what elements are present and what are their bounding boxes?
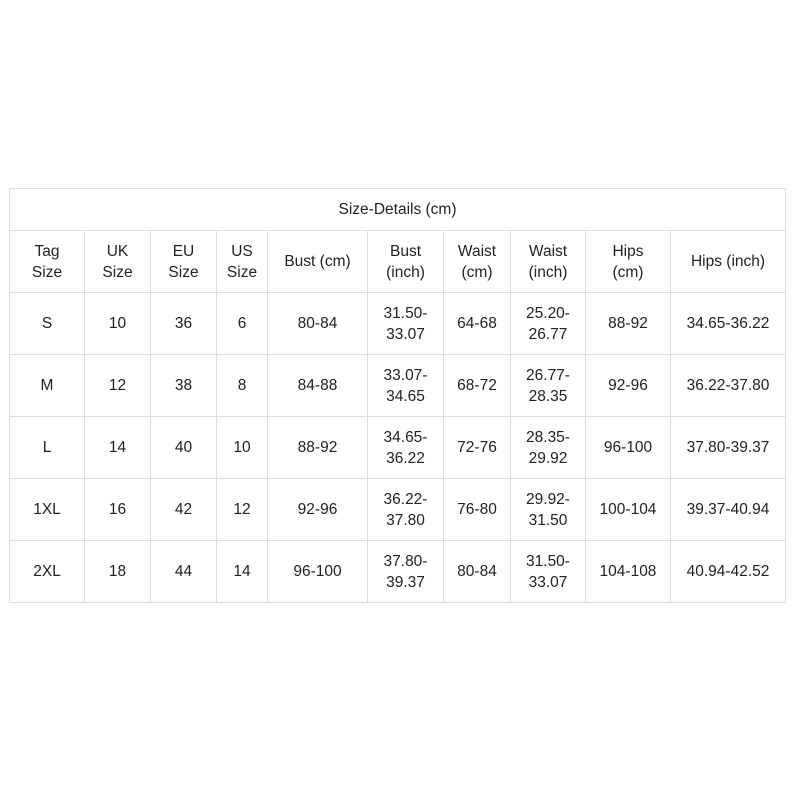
table-body bbox=[10, 293, 786, 603]
cell-waist-cm bbox=[444, 293, 511, 355]
header-tag-size-text: Tag Size bbox=[31, 242, 63, 281]
cell-hips-inch-text: 40.94-42.52 bbox=[686, 563, 770, 580]
cell-eu-size bbox=[151, 541, 217, 603]
header-hips-cm bbox=[586, 231, 671, 293]
cell-tag-size bbox=[10, 541, 85, 603]
cell-uk-size-text: 10 bbox=[108, 315, 127, 332]
cell-waist-cm bbox=[444, 541, 511, 603]
cell-waist-cm bbox=[444, 479, 511, 541]
cell-hips-inch-text: 39.37-40.94 bbox=[686, 501, 770, 518]
cell-hips-cm-text: 96-100 bbox=[603, 439, 653, 456]
cell-tag-size bbox=[10, 355, 85, 417]
cell-tag-size-text: S bbox=[41, 315, 53, 332]
cell-hips-cm bbox=[586, 541, 671, 603]
table-title-row bbox=[10, 189, 786, 231]
cell-tag-size bbox=[10, 479, 85, 541]
table-row bbox=[10, 293, 786, 355]
cell-hips-inch bbox=[671, 293, 786, 355]
cell-hips-cm bbox=[586, 293, 671, 355]
cell-waist-inch-text: 29.92- 31.50 bbox=[526, 490, 570, 529]
cell-eu-size bbox=[151, 479, 217, 541]
cell-waist-cm bbox=[444, 355, 511, 417]
cell-tag-size bbox=[10, 417, 85, 479]
header-waist-cm-text: Waist (cm) bbox=[457, 242, 497, 281]
cell-bust-cm bbox=[268, 293, 368, 355]
cell-tag-size bbox=[10, 293, 85, 355]
cell-waist-cm-text: 64-68 bbox=[457, 315, 497, 332]
header-bust-inch-text: Bust (inch) bbox=[386, 242, 425, 281]
cell-waist-inch-text: 26.77- 28.35 bbox=[526, 366, 570, 405]
cell-uk-size bbox=[85, 541, 151, 603]
header-bust-inch bbox=[368, 231, 444, 293]
cell-us-size bbox=[217, 417, 268, 479]
cell-eu-size-text: 42 bbox=[174, 501, 193, 518]
header-hips-cm-text: Hips (cm) bbox=[612, 242, 644, 281]
cell-eu-size bbox=[151, 293, 217, 355]
cell-hips-inch-text: 37.80-39.37 bbox=[686, 439, 770, 456]
cell-eu-size-text: 36 bbox=[174, 315, 193, 332]
cell-bust-inch-text: 34.65- 36.22 bbox=[383, 428, 428, 467]
header-hips-inch bbox=[671, 231, 786, 293]
cell-uk-size-text: 12 bbox=[108, 377, 127, 394]
header-bust-cm bbox=[268, 231, 368, 293]
cell-tag-size-text: L bbox=[42, 439, 52, 456]
table-header-row bbox=[10, 231, 786, 293]
cell-bust-inch bbox=[368, 479, 444, 541]
cell-waist-inch bbox=[511, 293, 586, 355]
cell-bust-cm-text: 84-88 bbox=[297, 377, 338, 394]
cell-waist-cm-text: 72-76 bbox=[457, 439, 497, 456]
header-eu-size bbox=[151, 231, 217, 293]
cell-waist-cm-text: 80-84 bbox=[457, 563, 497, 580]
cell-hips-cm-text: 88-92 bbox=[608, 315, 648, 332]
cell-bust-cm bbox=[268, 417, 368, 479]
cell-waist-cm-text: 76-80 bbox=[457, 501, 497, 518]
cell-eu-size bbox=[151, 355, 217, 417]
cell-bust-cm bbox=[268, 541, 368, 603]
cell-hips-inch-text: 34.65-36.22 bbox=[686, 315, 770, 332]
cell-uk-size bbox=[85, 293, 151, 355]
size-details-table bbox=[9, 188, 786, 603]
header-us-size-text: US Size bbox=[226, 242, 258, 281]
cell-us-size-text: 6 bbox=[237, 315, 247, 332]
cell-us-size-text: 8 bbox=[237, 377, 247, 394]
cell-eu-size bbox=[151, 417, 217, 479]
cell-bust-cm-text: 96-100 bbox=[293, 563, 342, 580]
cell-bust-inch-text: 31.50- 33.07 bbox=[383, 304, 428, 343]
cell-eu-size-text: 44 bbox=[174, 563, 193, 580]
cell-uk-size-text: 16 bbox=[108, 501, 127, 518]
cell-bust-cm bbox=[268, 479, 368, 541]
cell-waist-cm bbox=[444, 417, 511, 479]
cell-us-size-text: 14 bbox=[233, 563, 251, 580]
table-row bbox=[10, 355, 786, 417]
cell-hips-cm bbox=[586, 479, 671, 541]
cell-tag-size-text: 1XL bbox=[33, 501, 61, 518]
cell-bust-cm-text: 80-84 bbox=[297, 315, 338, 332]
cell-waist-inch bbox=[511, 417, 586, 479]
cell-uk-size bbox=[85, 355, 151, 417]
cell-bust-inch bbox=[368, 417, 444, 479]
cell-hips-inch bbox=[671, 541, 786, 603]
header-bust-cm-text: Bust (cm) bbox=[284, 253, 351, 270]
cell-hips-inch bbox=[671, 479, 786, 541]
table-title-text: Size-Details (cm) bbox=[338, 201, 457, 218]
cell-us-size bbox=[217, 541, 268, 603]
cell-bust-inch bbox=[368, 293, 444, 355]
cell-uk-size-text: 14 bbox=[108, 439, 127, 456]
cell-us-size bbox=[217, 355, 268, 417]
cell-waist-inch bbox=[511, 355, 586, 417]
cell-tag-size-text: M bbox=[40, 377, 54, 394]
table-row bbox=[10, 541, 786, 603]
cell-bust-inch-text: 33.07- 34.65 bbox=[383, 366, 428, 405]
cell-hips-cm bbox=[586, 417, 671, 479]
cell-us-size bbox=[217, 479, 268, 541]
header-hips-inch-text: Hips (inch) bbox=[690, 253, 766, 270]
cell-tag-size-text: 2XL bbox=[33, 563, 61, 580]
cell-bust-cm bbox=[268, 355, 368, 417]
cell-hips-inch bbox=[671, 355, 786, 417]
header-waist-inch-text: Waist (inch) bbox=[528, 242, 568, 281]
cell-waist-inch-text: 28.35- 29.92 bbox=[526, 428, 570, 467]
cell-us-size bbox=[217, 293, 268, 355]
cell-bust-cm-text: 88-92 bbox=[297, 439, 338, 456]
header-uk-size bbox=[85, 231, 151, 293]
cell-bust-inch-text: 37.80- 39.37 bbox=[383, 552, 428, 591]
cell-hips-cm bbox=[586, 355, 671, 417]
cell-waist-inch bbox=[511, 541, 586, 603]
cell-hips-inch-text: 36.22-37.80 bbox=[686, 377, 770, 394]
table-row bbox=[10, 479, 786, 541]
cell-eu-size-text: 40 bbox=[174, 439, 193, 456]
cell-hips-cm-text: 100-104 bbox=[599, 501, 657, 518]
cell-waist-inch bbox=[511, 479, 586, 541]
cell-hips-inch bbox=[671, 417, 786, 479]
cell-us-size-text: 10 bbox=[233, 439, 251, 456]
cell-waist-inch-text: 31.50- 33.07 bbox=[526, 552, 570, 591]
header-us-size bbox=[217, 231, 268, 293]
header-eu-size-text: EU Size bbox=[168, 242, 199, 281]
cell-bust-inch bbox=[368, 355, 444, 417]
header-waist-inch bbox=[511, 231, 586, 293]
cell-eu-size-text: 38 bbox=[174, 377, 193, 394]
header-waist-cm bbox=[444, 231, 511, 293]
cell-uk-size bbox=[85, 479, 151, 541]
table-title bbox=[10, 189, 786, 231]
cell-hips-cm-text: 104-108 bbox=[599, 563, 657, 580]
cell-hips-cm-text: 92-96 bbox=[608, 377, 648, 394]
header-uk-size-text: UK Size bbox=[102, 242, 133, 281]
cell-bust-cm-text: 92-96 bbox=[297, 501, 338, 518]
cell-uk-size-text: 18 bbox=[108, 563, 127, 580]
cell-waist-cm-text: 68-72 bbox=[457, 377, 497, 394]
cell-us-size-text: 12 bbox=[233, 501, 251, 518]
cell-bust-inch bbox=[368, 541, 444, 603]
cell-uk-size bbox=[85, 417, 151, 479]
cell-waist-inch-text: 25.20- 26.77 bbox=[526, 304, 570, 343]
table-row bbox=[10, 417, 786, 479]
cell-bust-inch-text: 36.22- 37.80 bbox=[383, 490, 428, 529]
header-tag-size bbox=[10, 231, 85, 293]
